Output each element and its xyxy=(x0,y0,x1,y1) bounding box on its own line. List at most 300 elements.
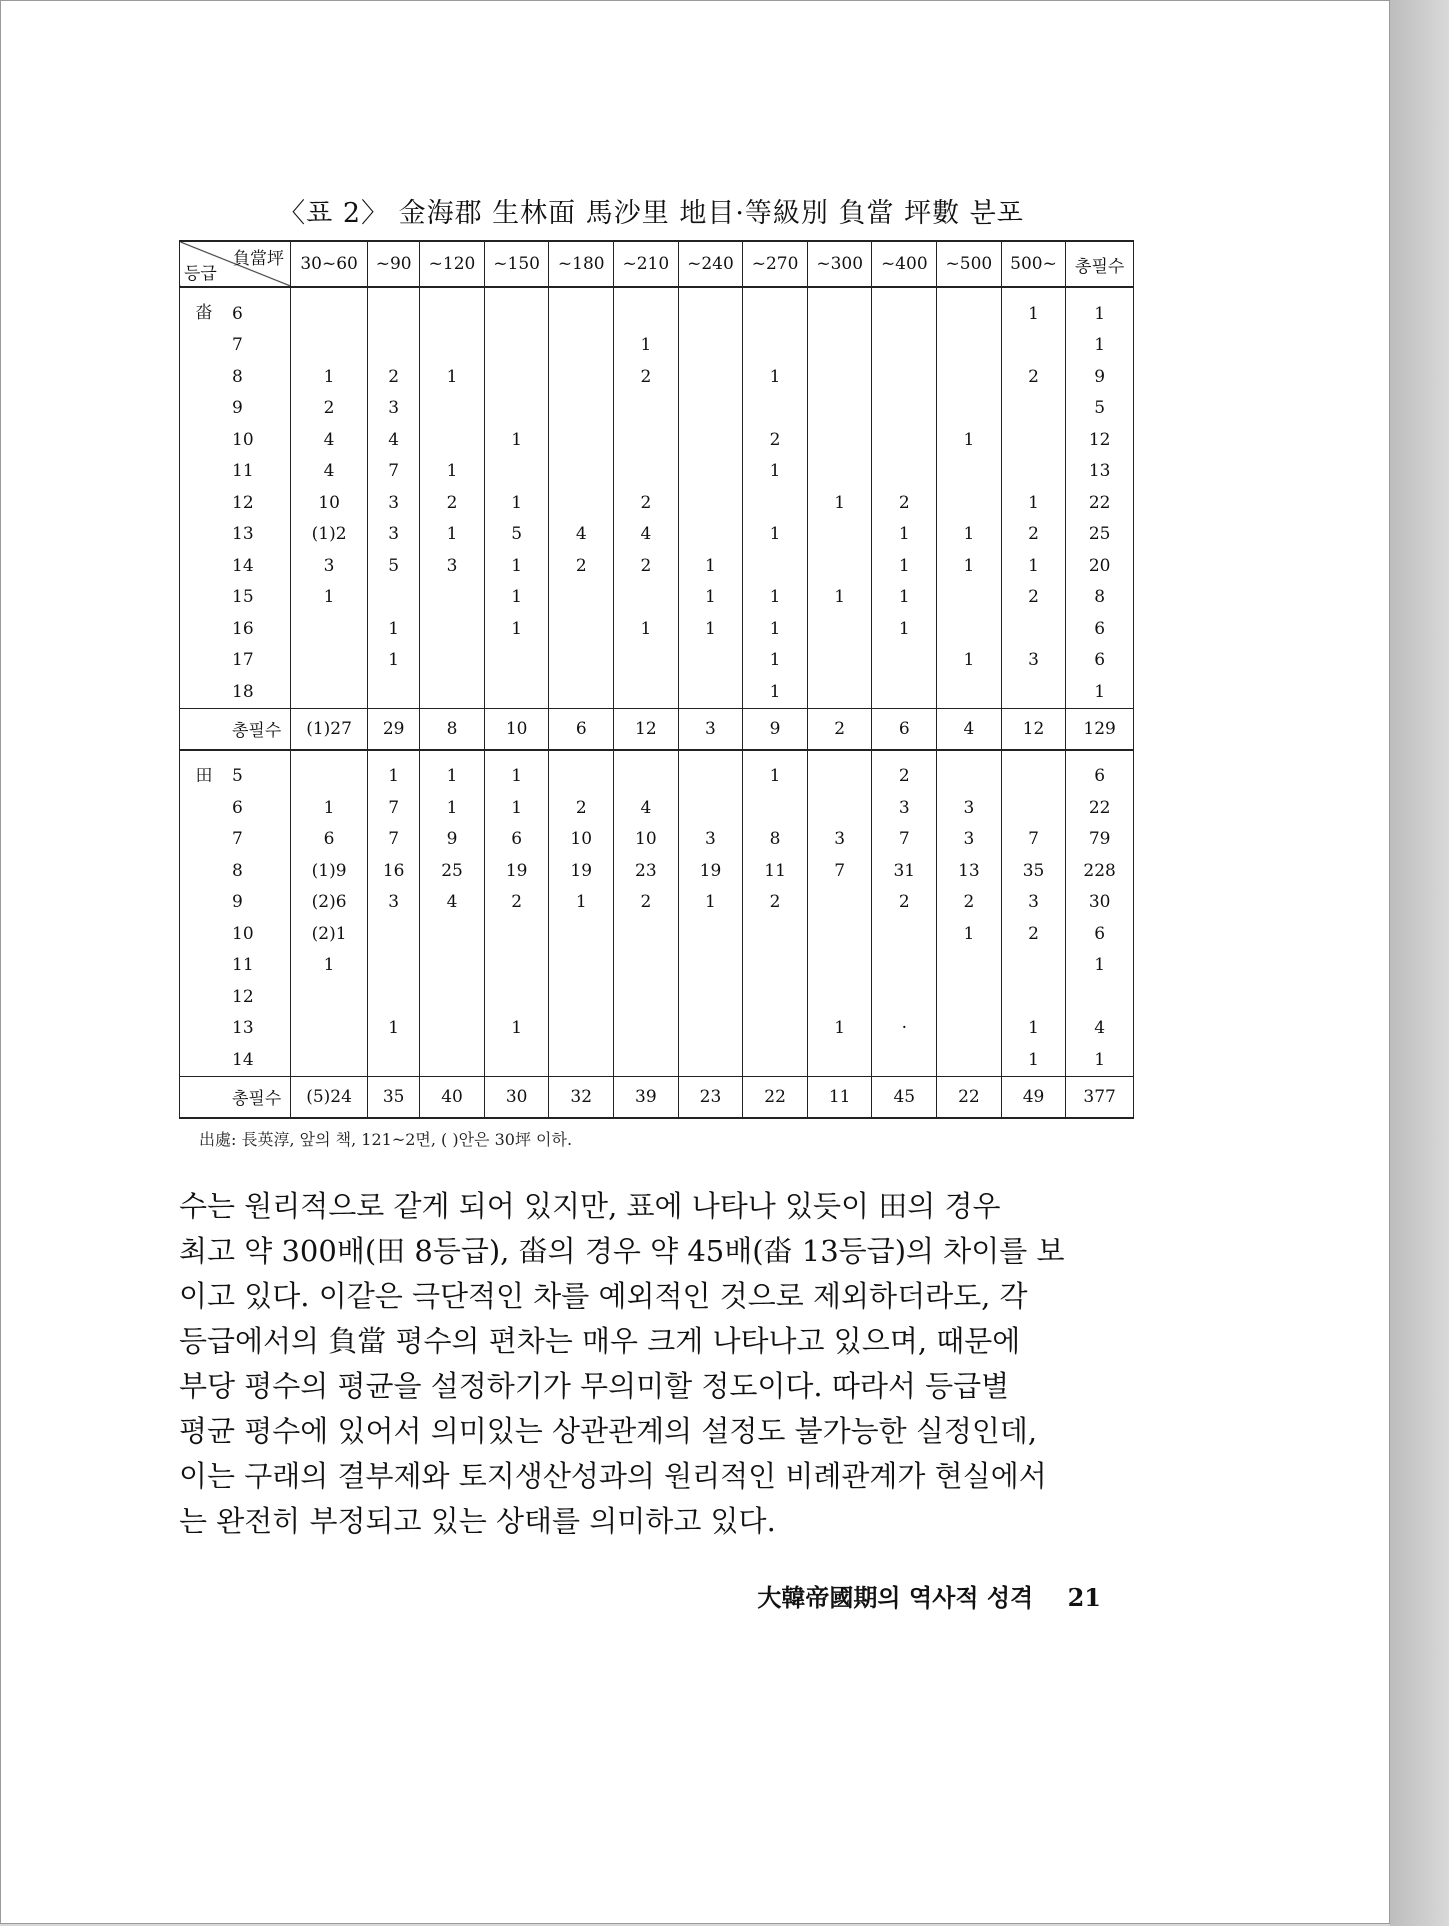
grade-cell: 9 xyxy=(228,887,291,919)
table-cell xyxy=(743,792,808,824)
table-cell xyxy=(420,393,485,425)
total-cell: 40 xyxy=(420,1076,485,1118)
column-header: ~300 xyxy=(807,241,872,287)
table-row xyxy=(180,645,1134,677)
table-cell: 1 xyxy=(743,519,808,551)
table-cell: 10 xyxy=(614,824,679,856)
table-cell: 1 xyxy=(420,750,485,793)
table-cell: 1 xyxy=(291,792,368,824)
grade-cell: 10 xyxy=(228,424,291,456)
table-cell xyxy=(678,519,743,551)
table-row xyxy=(180,361,1134,393)
category-cell xyxy=(180,676,229,708)
table-cell: 25 xyxy=(420,855,485,887)
total-cell: 49 xyxy=(1001,1076,1066,1118)
table-cell: 3 xyxy=(678,824,743,856)
table-cell: 13 xyxy=(937,855,1002,887)
table-cell xyxy=(743,1044,808,1076)
table-cell xyxy=(368,582,420,614)
total-cell: 377 xyxy=(1066,1076,1134,1118)
table-cell xyxy=(937,287,1002,330)
table-cell xyxy=(368,287,420,330)
table-cell xyxy=(743,287,808,330)
table-cell xyxy=(368,330,420,362)
grade-cell: 16 xyxy=(228,613,291,645)
table-cell xyxy=(484,981,549,1013)
table-cell xyxy=(420,330,485,362)
table-cell xyxy=(872,361,937,393)
table-cell xyxy=(678,424,743,456)
table-cell xyxy=(1001,792,1066,824)
table-cell: 1 xyxy=(937,645,1002,677)
table-cell: 22 xyxy=(1066,792,1134,824)
table-row xyxy=(180,981,1134,1013)
table-cell xyxy=(420,424,485,456)
table-row xyxy=(180,950,1134,982)
table-cell: 4 xyxy=(614,792,679,824)
column-header: ~90 xyxy=(368,241,420,287)
table-cell: 1 xyxy=(872,519,937,551)
table-cell xyxy=(1001,676,1066,708)
grade-cell: 10 xyxy=(228,918,291,950)
table-cell xyxy=(1001,424,1066,456)
table-cell: 1 xyxy=(678,887,743,919)
table-cell: 1 xyxy=(368,1013,420,1045)
table-cell: 2 xyxy=(549,550,614,582)
table-cell: 30 xyxy=(1066,887,1134,919)
table-cell: 5 xyxy=(484,519,549,551)
grade-cell: 12 xyxy=(228,487,291,519)
total-cell: 8 xyxy=(420,708,485,750)
category-cell xyxy=(180,1013,229,1045)
table-cell xyxy=(1001,456,1066,488)
table-cell xyxy=(807,918,872,950)
grade-cell: 6 xyxy=(228,792,291,824)
table-cell xyxy=(484,1044,549,1076)
table-cell xyxy=(484,393,549,425)
table-cell xyxy=(420,1013,485,1045)
table-cell: 6 xyxy=(1066,918,1134,950)
total-cell: 32 xyxy=(549,1076,614,1118)
table-cell: 5 xyxy=(1066,393,1134,425)
grade-cell: 7 xyxy=(228,330,291,362)
table-cell xyxy=(872,424,937,456)
table-cell xyxy=(614,456,679,488)
table-cell xyxy=(368,676,420,708)
table-cell: 3 xyxy=(420,550,485,582)
table-cell xyxy=(614,287,679,330)
table-cell: 1 xyxy=(484,424,549,456)
table-cell: (1)9 xyxy=(291,855,368,887)
table-cell xyxy=(549,287,614,330)
table-cell: 2 xyxy=(1001,361,1066,393)
table-cell xyxy=(937,393,1002,425)
grade-cell: 13 xyxy=(228,519,291,551)
table-cell: 2 xyxy=(614,550,679,582)
table-cell xyxy=(614,582,679,614)
total-cell: 23 xyxy=(678,1076,743,1118)
table-cell: 1 xyxy=(420,792,485,824)
table-cell xyxy=(937,1013,1002,1045)
table-cell: 7 xyxy=(807,855,872,887)
table-cell: 3 xyxy=(937,792,1002,824)
table-cell xyxy=(549,613,614,645)
table-cell: 4 xyxy=(549,519,614,551)
table-cell: · xyxy=(872,1013,937,1045)
table-cell xyxy=(1001,330,1066,362)
table-cell: 3 xyxy=(368,487,420,519)
table-cell xyxy=(872,330,937,362)
table-cell: 2 xyxy=(549,792,614,824)
category-cell xyxy=(180,613,229,645)
table-cell xyxy=(614,393,679,425)
grade-cell: 18 xyxy=(228,676,291,708)
total-cell: 6 xyxy=(872,708,937,750)
table-cell: 11 xyxy=(743,855,808,887)
table-cell xyxy=(291,1013,368,1045)
table-cell: (1)2 xyxy=(291,519,368,551)
total-cell: 10 xyxy=(484,708,549,750)
table-cell: 1 xyxy=(484,613,549,645)
table-cell: 1 xyxy=(1001,1044,1066,1076)
table-cell xyxy=(420,918,485,950)
table-cell xyxy=(614,950,679,982)
table-cell: 2 xyxy=(614,487,679,519)
table-cell: 1 xyxy=(807,1013,872,1045)
table-cell xyxy=(368,1044,420,1076)
table-cell xyxy=(743,393,808,425)
table-cell: 1 xyxy=(807,582,872,614)
table-cell xyxy=(937,487,1002,519)
table-cell xyxy=(678,330,743,362)
column-header: ~270 xyxy=(743,241,808,287)
table-cell: 1 xyxy=(484,582,549,614)
table-cell: 6 xyxy=(484,824,549,856)
table-cell xyxy=(291,981,368,1013)
table-cell xyxy=(420,950,485,982)
column-header: 500~ xyxy=(1001,241,1066,287)
grade-cell: 14 xyxy=(228,550,291,582)
table-row xyxy=(180,855,1134,887)
column-header: ~150 xyxy=(484,241,549,287)
table-cell xyxy=(484,456,549,488)
table-cell xyxy=(807,361,872,393)
running-title: 大韓帝國期의 역사적 성격 xyxy=(757,1582,1034,1612)
table-cell xyxy=(291,330,368,362)
table-cell xyxy=(614,750,679,793)
table-cell: 1 xyxy=(1066,287,1134,330)
table-cell: 1 xyxy=(1066,330,1134,362)
table-cell: 1 xyxy=(937,918,1002,950)
table-cell xyxy=(549,424,614,456)
table-cell xyxy=(937,456,1002,488)
table-cell: 6 xyxy=(1066,645,1134,677)
table-cell: 79 xyxy=(1066,824,1134,856)
table-cell: 16 xyxy=(368,855,420,887)
table-cell xyxy=(1001,950,1066,982)
table-cell: 1 xyxy=(937,550,1002,582)
table-cell xyxy=(678,1044,743,1076)
table-cell xyxy=(743,981,808,1013)
table-cell xyxy=(549,330,614,362)
table-cell: 8 xyxy=(1066,582,1134,614)
column-header: ~120 xyxy=(420,241,485,287)
total-cell: 9 xyxy=(743,708,808,750)
table-cell: 5 xyxy=(368,550,420,582)
table-cell: 2 xyxy=(614,887,679,919)
table-cell xyxy=(872,981,937,1013)
total-cell: (1)27 xyxy=(291,708,368,750)
table-row xyxy=(180,456,1134,488)
category-cell xyxy=(180,824,229,856)
table-cell xyxy=(678,287,743,330)
category-cell: 畓 xyxy=(180,287,229,330)
table-cell: 2 xyxy=(937,887,1002,919)
table-cell: 6 xyxy=(291,824,368,856)
table-section xyxy=(180,750,1134,1118)
category-cell xyxy=(180,519,229,551)
table-cell: 1 xyxy=(872,613,937,645)
table-cell: 1 xyxy=(420,519,485,551)
table-cell: 4 xyxy=(614,519,679,551)
distribution-table xyxy=(179,240,1134,1119)
column-header: 30~60 xyxy=(291,241,368,287)
table-cell: 1 xyxy=(807,487,872,519)
table-cell xyxy=(807,950,872,982)
category-cell xyxy=(180,1044,229,1076)
table-cell xyxy=(614,981,679,1013)
table-cell xyxy=(807,424,872,456)
table-row xyxy=(180,487,1134,519)
grade-cell: 5 xyxy=(228,750,291,793)
table-cell xyxy=(549,981,614,1013)
table-row xyxy=(180,330,1134,362)
body-line: 등급에서의 負當 평수의 편차는 매우 크게 나타나고 있으며, 때문에 xyxy=(179,1323,1021,1358)
body-line: 최고 약 300배(田 8등급), 畓의 경우 약 45배(畓 13등급)의 차이를 보 xyxy=(179,1233,1065,1268)
table-cell xyxy=(291,645,368,677)
grade-cell: 6 xyxy=(228,287,291,330)
table-cell xyxy=(420,613,485,645)
category-cell xyxy=(180,550,229,582)
total-cell: 12 xyxy=(614,708,679,750)
table-cell xyxy=(484,287,549,330)
table-cell xyxy=(678,361,743,393)
table-cell xyxy=(872,676,937,708)
total-cell: 2 xyxy=(807,708,872,750)
table-cell xyxy=(678,981,743,1013)
table-cell xyxy=(807,1044,872,1076)
table-row xyxy=(180,613,1134,645)
table-cell: 1 xyxy=(678,613,743,645)
total-row xyxy=(180,708,1134,750)
table-cell xyxy=(872,287,937,330)
total-cell: 29 xyxy=(368,708,420,750)
table-cell: 1 xyxy=(614,330,679,362)
total-cell: 45 xyxy=(872,1076,937,1118)
table-cell: 2 xyxy=(291,393,368,425)
page-edge-shadow xyxy=(1390,0,1449,1926)
table-cell xyxy=(743,330,808,362)
category-cell xyxy=(180,645,229,677)
category-cell xyxy=(180,918,229,950)
table-row xyxy=(180,792,1134,824)
body-line: 부당 평수의 평균을 설정하기가 무의미할 정도이다. 따라서 등급별 xyxy=(179,1368,1010,1403)
table-cell xyxy=(678,950,743,982)
category-cell xyxy=(180,424,229,456)
body-line: 는 완전히 부정되고 있는 상태를 의미하고 있다. xyxy=(179,1503,776,1538)
table-cell: 31 xyxy=(872,855,937,887)
table-cell xyxy=(872,1044,937,1076)
table-cell xyxy=(678,645,743,677)
table-cell xyxy=(614,676,679,708)
table-cell: 1 xyxy=(484,487,549,519)
grade-cell: 11 xyxy=(228,456,291,488)
table-cell: 6 xyxy=(1066,613,1134,645)
total-cell: 30 xyxy=(484,1076,549,1118)
table-cell xyxy=(937,1044,1002,1076)
table-cell xyxy=(807,792,872,824)
table-cell: 1 xyxy=(291,582,368,614)
table-cell xyxy=(291,676,368,708)
table-cell xyxy=(420,1044,485,1076)
table-cell xyxy=(614,1044,679,1076)
table-cell xyxy=(368,950,420,982)
table-cell xyxy=(549,645,614,677)
category-cell: 田 xyxy=(180,750,229,793)
table-cell xyxy=(1001,750,1066,793)
table-cell: 3 xyxy=(807,824,872,856)
table-cell xyxy=(743,550,808,582)
table-cell xyxy=(614,645,679,677)
table-cell xyxy=(807,887,872,919)
table-cell xyxy=(937,750,1002,793)
column-header: ~500 xyxy=(937,241,1002,287)
table-cell: 20 xyxy=(1066,550,1134,582)
category-cell xyxy=(180,361,229,393)
grade-cell: 9 xyxy=(228,393,291,425)
table-cell: 19 xyxy=(484,855,549,887)
table-cell: 7 xyxy=(1001,824,1066,856)
table-cell xyxy=(937,330,1002,362)
table-cell: 1 xyxy=(1066,950,1134,982)
table-cell xyxy=(368,918,420,950)
table-row xyxy=(180,1013,1134,1045)
table-cell xyxy=(937,950,1002,982)
table-cell: 1 xyxy=(368,645,420,677)
table-cell xyxy=(549,456,614,488)
table-cell xyxy=(291,1044,368,1076)
body-line: 이는 구래의 결부제와 토지생산성과의 원리적인 비례관계가 현실에서 xyxy=(179,1458,1047,1493)
table-cell xyxy=(549,393,614,425)
table-cell: 1 xyxy=(1001,487,1066,519)
table-cell xyxy=(484,676,549,708)
grade-cell: 14 xyxy=(228,1044,291,1076)
total-cell: (5)24 xyxy=(291,1076,368,1118)
table-cell: 1 xyxy=(743,582,808,614)
table-cell: 1 xyxy=(743,456,808,488)
grade-cell: 17 xyxy=(228,645,291,677)
table-cell xyxy=(1001,981,1066,1013)
table-cell xyxy=(678,918,743,950)
table-cell: 1 xyxy=(291,950,368,982)
page-number: 21 xyxy=(1067,1582,1101,1612)
table-cell xyxy=(807,645,872,677)
table-cell: 1 xyxy=(1001,1013,1066,1045)
category-cell xyxy=(180,950,229,982)
table-cell: 2 xyxy=(1001,519,1066,551)
table-cell: 1 xyxy=(484,550,549,582)
table-cell: 3 xyxy=(1001,887,1066,919)
table-row xyxy=(180,287,1134,330)
body-line: 수는 원리적으로 같게 되어 있지만, 표에 나타나 있듯이 田의 경우 xyxy=(179,1188,1001,1223)
category-cell xyxy=(180,393,229,425)
table-cell: 2 xyxy=(420,487,485,519)
table-cell xyxy=(614,424,679,456)
table-cell: 1 xyxy=(743,361,808,393)
table-cell: 2 xyxy=(743,424,808,456)
total-cell: 22 xyxy=(743,1076,808,1118)
table-cell xyxy=(678,393,743,425)
table-cell xyxy=(549,676,614,708)
table-cell: 1 xyxy=(614,613,679,645)
table-cell xyxy=(807,550,872,582)
column-header: ~180 xyxy=(549,241,614,287)
column-header: ~210 xyxy=(614,241,679,287)
table-cell xyxy=(807,676,872,708)
table-cell xyxy=(291,613,368,645)
table-cell: 3 xyxy=(1001,645,1066,677)
table-cell xyxy=(937,361,1002,393)
category-cell xyxy=(180,456,229,488)
table-cell xyxy=(549,487,614,519)
table-cell xyxy=(678,676,743,708)
table-cell xyxy=(678,792,743,824)
table-cell: 3 xyxy=(368,393,420,425)
table-cell xyxy=(872,456,937,488)
table-cell xyxy=(291,750,368,793)
column-header: ~240 xyxy=(678,241,743,287)
table-cell: 23 xyxy=(614,855,679,887)
table-row xyxy=(180,582,1134,614)
table-cell xyxy=(484,950,549,982)
table-cell xyxy=(807,519,872,551)
total-cell: 11 xyxy=(807,1076,872,1118)
table-row xyxy=(180,918,1134,950)
table-cell: 19 xyxy=(549,855,614,887)
table-cell: 2 xyxy=(368,361,420,393)
table-cell xyxy=(678,487,743,519)
total-row xyxy=(180,1076,1134,1118)
table-cell: 9 xyxy=(1066,361,1134,393)
table-cell: 10 xyxy=(549,824,614,856)
table-cell: 4 xyxy=(1066,1013,1134,1045)
table-cell xyxy=(1066,981,1134,1013)
table-cell: 1 xyxy=(484,750,549,793)
table-row xyxy=(180,393,1134,425)
table-cell: 4 xyxy=(420,887,485,919)
table-cell: 19 xyxy=(678,855,743,887)
table-cell: 228 xyxy=(1066,855,1134,887)
table-cell: 13 xyxy=(1066,456,1134,488)
corner-top-label: 負當坪 xyxy=(233,249,284,269)
table-cell xyxy=(807,287,872,330)
grade-cell: 15 xyxy=(228,582,291,614)
table-cell xyxy=(420,676,485,708)
table-cell: 4 xyxy=(291,424,368,456)
table-header-row xyxy=(180,241,1134,287)
corner-bottom-label: 등급 xyxy=(184,264,217,284)
table-cell: 2 xyxy=(614,361,679,393)
